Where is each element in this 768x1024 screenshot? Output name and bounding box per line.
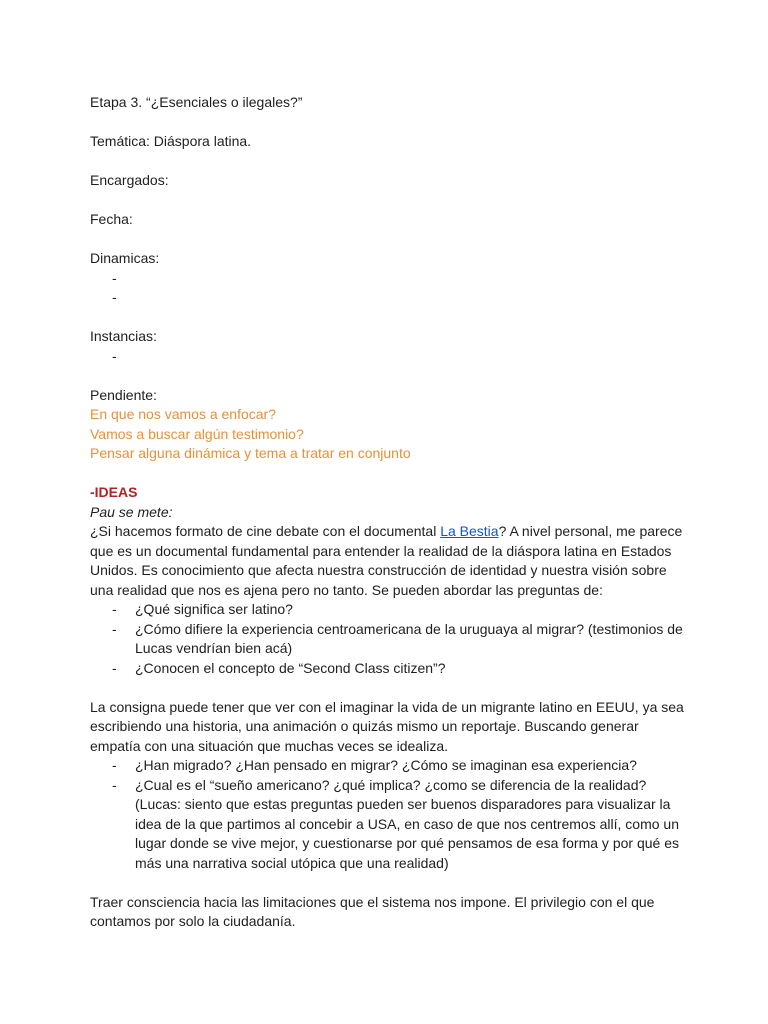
ideas-heading: -IDEAS <box>90 484 138 500</box>
dynamics-label: Dinamicas: <box>90 250 160 266</box>
document-body <box>90 93 690 932</box>
list-item: - <box>112 289 117 305</box>
la-bestia-link[interactable]: La Bestia <box>440 523 499 539</box>
ideas-questions-list <box>90 600 690 678</box>
stage-title: Etapa 3. “¿Esenciales o ilegales?” <box>90 94 303 110</box>
theme-line: Temática: Diáspora latina. <box>90 133 252 149</box>
instances-label: Instancias: <box>90 328 157 344</box>
list-item: - ¿Cual es el “sueño americano? ¿qué implica? ¿como se diferencia de la realidad? (Lucas: siento que estas preguntas pueden ser buenos disparadores para visualizar la idea de la que partimos al concebir a USA, en caso de que nos centremos allí, como un lugar donde se vive mejor, y cuestionarse por qué pensamos de esa forma y por qué es más una narrativa social utópica que una realidad) <box>112 776 679 871</box>
pending-label: Pendiente: <box>90 386 157 403</box>
list-item: - ¿Han migrado? ¿Han pensado en migrar? ¿Cómo se imaginan esa experiencia? <box>112 757 637 773</box>
list-item: - ¿Conocen el concepto de “Second Class citizen”? <box>112 659 446 676</box>
list-item: - ¿Cómo difiere la experiencia centroamericana de la uruguaya al migrar? (testimonios de Lucas vendrían bien acá) <box>112 620 683 656</box>
consigna-questions-list <box>90 756 690 873</box>
list-item: - <box>112 269 117 286</box>
ideas-author: Pau se mete: <box>90 503 173 520</box>
pending-item: Pensar alguna dinámica y tema a tratar en conjunto <box>90 445 411 461</box>
list-item: - ¿Qué significa ser latino? <box>112 601 293 617</box>
pending-item: En que nos vamos a enfocar? <box>90 406 277 422</box>
consigna-paragraph: La consigna puede tener que ver con el imaginar la vida de un migrante latino en EEUU, ya sea escribiendo una historia, una animación o quizás mismo un reportaje. Buscando generar empatía con una situación que muchas veces se idealiza. <box>90 698 684 754</box>
instances-list <box>90 347 690 367</box>
date-line: Fecha: <box>90 211 133 227</box>
list-item: - <box>112 347 117 364</box>
closing-paragraph: Traer consciencia hacia las limitaciones que el sistema nos impone. El privilegio con el que contamos por solo la ciudadanía. <box>90 893 655 929</box>
managers-line: Encargados: <box>90 172 169 188</box>
pending-item: Vamos a buscar algún testimonio? <box>90 425 304 442</box>
dynamics-list <box>90 269 690 308</box>
ideas-intro: ¿Si hacemos formato de cine debate con el documental La Bestia? A nivel personal, me parece que es un documental fundamental para entender la realidad de la diáspora latina en Estados Unidos. Es conocimiento que afecta nuestra construcción de identidad y nuestra visión sobre una realidad que nos es ajena pero no tanto. Se pueden abordar las preguntas de: <box>90 523 683 598</box>
